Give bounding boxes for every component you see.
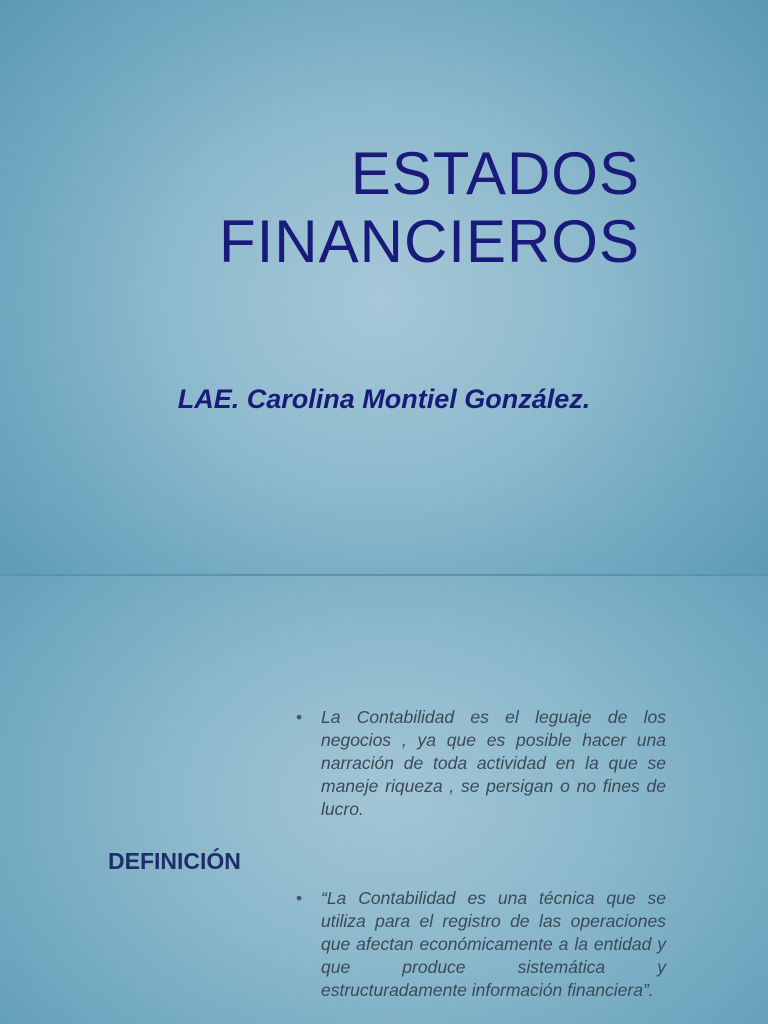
bullet-list xyxy=(296,706,666,1002)
bullet-item xyxy=(296,706,666,821)
title-line-1: ESTADOS xyxy=(350,140,640,207)
author-name: LAE. Carolina Montiel González. xyxy=(177,384,591,414)
bullet-dot-icon: • xyxy=(296,707,303,727)
bullet-text: La Contabilidad es el leguaje de los negocios , ya que es posible hacer una narración de toda actividad en la que se maneje riqueza , se persigan o no fines de lucro. xyxy=(321,707,666,819)
bullet-text: “La Contabilidad es una técnica que se utiliza para el registro de las operaciones que afectan económicamente a la entidad y que produce sistemática y estructuradamente información financiera”. xyxy=(321,888,666,1000)
bullet-dot-icon: • xyxy=(296,888,303,908)
title-line-2: FINANCIEROS xyxy=(218,208,640,275)
slide-title xyxy=(219,140,640,276)
section-heading: DEFINICIÓN xyxy=(108,848,241,874)
definition-slide xyxy=(0,576,768,1024)
bullet-item xyxy=(296,887,666,1002)
